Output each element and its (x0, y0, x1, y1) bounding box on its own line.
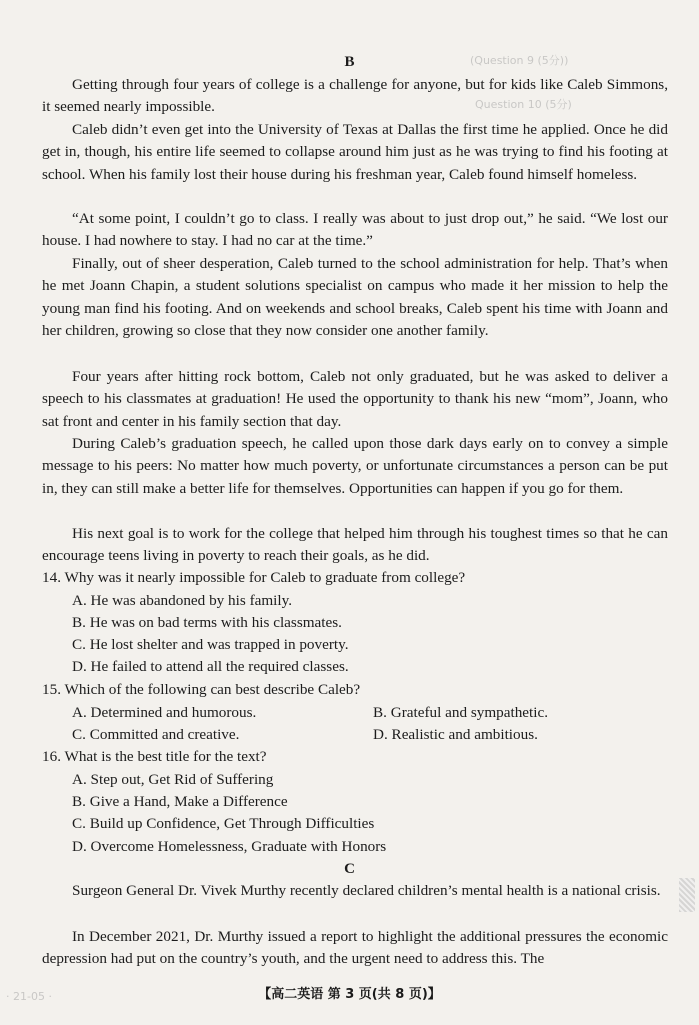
paragraph: Getting through four years of college is a challenge for anyone, but for kids like Caleb Simmons, it seemed nearly impossible. (42, 76, 668, 116)
paragraph: “At some point, I couldn’t go to class. I really was about to just drop out,” he said. “We lost our house. I had nowhere to stay. I had no car at the time.” (42, 210, 668, 250)
answer-option: B. Give a Hand, Make a Difference (72, 793, 288, 810)
answer-option: C. He lost shelter and was trapped in poverty. (72, 636, 349, 653)
answer-option: D. Realistic and ambitious. (373, 726, 538, 743)
section-b-heading: B (344, 54, 355, 70)
answer-option: D. Overcome Homelessness, Graduate with Honors (72, 838, 387, 855)
paragraph: Caleb didn’t even get into the University of Texas at Dallas the first time he applied. Once he did get in, though, his entire life seemed to collapse around him just as he was trying to find his footing at school. When his family lost their house during his freshman year, Caleb found himself homeless. (42, 121, 668, 183)
paragraph: Four years after hitting rock bottom, Caleb not only graduated, but he was asked to deliver a speech to his classmates at graduation! He used the opportunity to thank his new “mom”, Joann, who sat front and center in his family section that day. (42, 368, 668, 430)
page-footer: 【高二英语 第 3 页(共 8 页)】 (258, 987, 441, 1002)
answer-option: A. Step out, Get Rid of Suffering (72, 771, 274, 788)
paragraph: During Caleb’s graduation speech, he called upon those dark days early on to convey a simple message to his peers: No matter how much poverty, or unfortunate circumstances a person can be put in, they can still make a better life for themselves. Opportunities can happen if you go for them. (42, 435, 668, 497)
question-stem: 15. Which of the following can best describe Caleb? (42, 681, 361, 698)
question-stem: 16. What is the best title for the text? (42, 748, 267, 765)
answer-option: C. Committed and creative. (72, 726, 240, 743)
paragraph: Surgeon General Dr. Vivek Murthy recently declared children’s mental health is a national crisis. (72, 882, 661, 899)
bleed-through-text: · 21-05 · (6, 990, 52, 1003)
paragraph: His next goal is to work for the college that helped him through his toughest times so that he can encourage teens living in poverty to reach their goals, as he did. (42, 525, 668, 565)
question-stem: 14. Why was it nearly impossible for Caleb to graduate from college? (42, 569, 466, 586)
section-c-heading: C (344, 861, 355, 877)
answer-option: D. He failed to attend all the required classes. (72, 658, 349, 675)
scan-edge-pattern (679, 878, 695, 912)
answer-option: B. He was on bad terms with his classmates. (72, 614, 342, 631)
bleed-through-text: Question 10 (5分) (475, 98, 572, 111)
answer-option: C. Build up Confidence, Get Through Difficulties (72, 815, 375, 832)
answer-option: A. He was abandoned by his family. (72, 592, 293, 609)
paragraph: In December 2021, Dr. Murthy issued a report to highlight the additional pressures the economic depression had put on the country’s youth, and the urgent need to address this. The (42, 928, 668, 968)
bleed-through-text: (Question 9 (5分)) (470, 54, 569, 67)
answer-option: B. Grateful and sympathetic. (373, 704, 549, 721)
paragraph: Finally, out of sheer desperation, Caleb turned to the school administration for help. That’s when he met Joann Chapin, a student solutions specialist on campus who made it her mission to help the young man find his footing. And on weekends and school breaks, Caleb spent his time with Joann and her children, growing so close that they now consider one another family. (42, 255, 668, 339)
answer-option: A. Determined and humorous. (72, 704, 257, 721)
